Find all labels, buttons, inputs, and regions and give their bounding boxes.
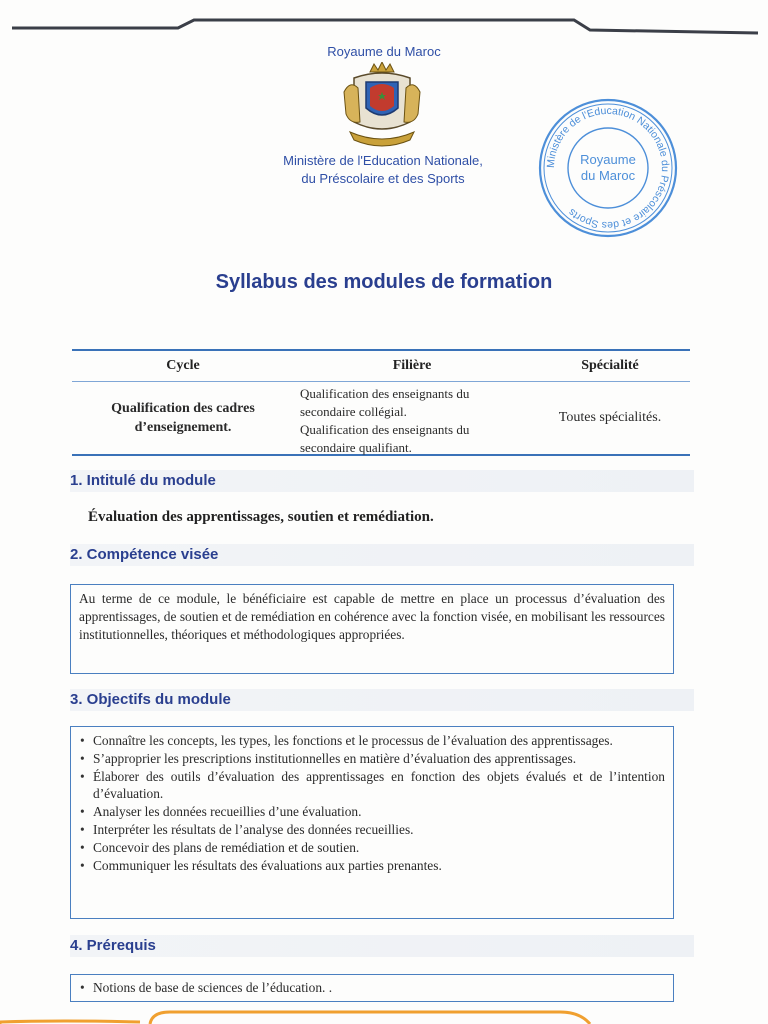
- cell-cycle: [72, 382, 294, 454]
- ministry-name: [200, 152, 566, 188]
- prerequisites-list: [79, 979, 665, 997]
- objective-item: • S’approprier les prescriptions institutionnelles en matière d’évaluation des apprentissages.: [79, 750, 665, 768]
- cell-specialite: Toutes spécialités.: [558, 410, 662, 425]
- country-name: Royaume du Maroc: [327, 44, 441, 59]
- info-table-row: [72, 382, 690, 454]
- cell-filiere: [294, 382, 530, 454]
- filiere-line: secondaire collégial.: [300, 404, 407, 419]
- filiere-line: Qualification des enseignants du: [300, 386, 470, 401]
- footer-decoration: [0, 1006, 768, 1024]
- filiere-line: secondaire qualifiant.: [300, 440, 412, 455]
- objective-item: • Élaborer des outils d’évaluation des apprentissages en fonction des objets évalués et de l’intention d’évaluation.: [79, 768, 665, 804]
- stamp-ring-text: Ministère de l'Education Nationale du Préscolaire et des Sports: [544, 104, 672, 232]
- competence-text: Au terme de ce module, le bénéficiaire est capable de mettre en place un processus d’évaluation des apprentissages, de soutien et de remédiation en cohérence avec la fonction visée, en mobilisant les ressources institutionnelles, théoriques et méthodologiques appropriées.: [79, 591, 665, 642]
- coat-of-arms-logo: [340, 62, 424, 148]
- stamp-center-line-2: du Maroc: [580, 168, 636, 183]
- objectives-box: [70, 726, 674, 919]
- competence-box: [70, 584, 674, 674]
- cycle-line-2: d’enseignement.: [134, 420, 232, 435]
- stamp-center-text: [567, 152, 649, 184]
- objective-item: • Communiquer les résultats des évaluations aux parties prenantes.: [79, 857, 665, 875]
- ministry-line-1: Ministère de l'Education Nationale,: [283, 153, 483, 168]
- section-heading-module-title: 1. Intitulé du module: [70, 470, 694, 492]
- info-table: [72, 349, 690, 456]
- prerequisites-box: [70, 974, 674, 1002]
- section-heading-objectives: 3. Objectifs du module: [70, 689, 694, 711]
- filiere-line: Qualification des enseignants du: [300, 422, 470, 437]
- stamp-center-line-1: Royaume: [580, 152, 636, 167]
- header-filiere: Filière: [392, 358, 432, 373]
- header-specialite: Spécialité: [581, 358, 639, 373]
- header-rule: [0, 0, 768, 40]
- objective-item: • Interpréter les résultats de l’analyse des données recueillies.: [79, 821, 665, 839]
- info-table-header: [72, 351, 690, 382]
- objective-item: • Connaître les concepts, les types, les fonctions et le processus de l’évaluation des apprentissages.: [79, 732, 665, 750]
- section-heading-competence: 2. Compétence visée: [70, 544, 694, 566]
- objectives-list: [79, 732, 665, 874]
- objective-item: • Concevoir des plans de remédiation et de soutien.: [79, 839, 665, 857]
- header-cycle: Cycle: [166, 358, 200, 373]
- document-title: Syllabus des modules de formation: [215, 271, 553, 293]
- module-title: Évaluation des apprentissages, soutien et remédiation.: [88, 509, 434, 525]
- prerequisite-item: • Notions de base de sciences de l’éducation. .: [79, 979, 665, 997]
- cycle-line-1: Qualification des cadres: [111, 401, 255, 416]
- section-heading-prerequisites: 4. Prérequis: [70, 935, 694, 957]
- ministry-line-2: du Préscolaire et des Sports: [301, 171, 465, 186]
- objective-item: • Analyser les données recueillies d’une évaluation.: [79, 803, 665, 821]
